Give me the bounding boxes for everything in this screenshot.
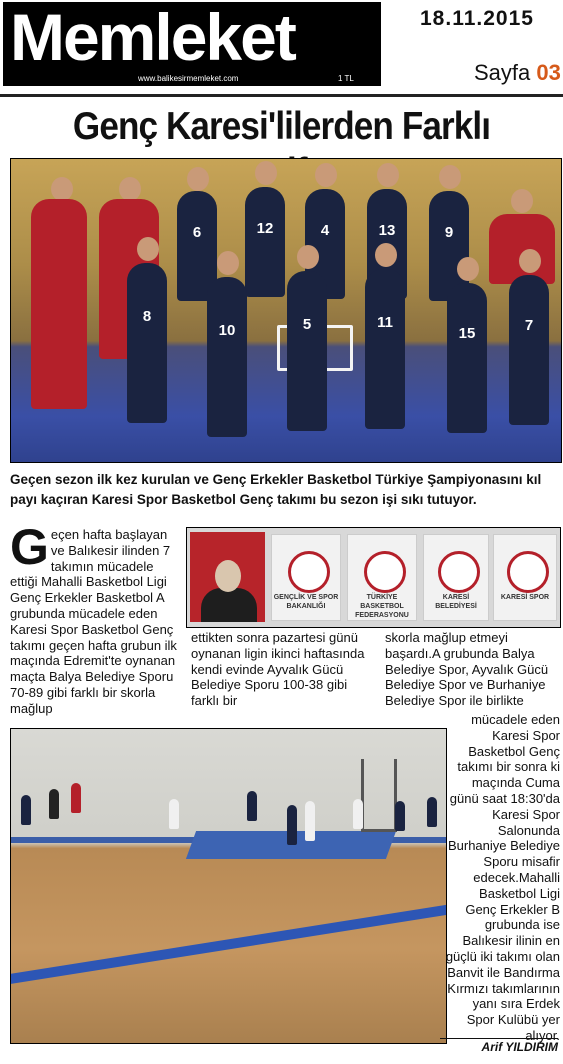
page-number: 03 (536, 60, 561, 85)
panel-label: KARESİ BELEDİYESİ (435, 594, 477, 610)
newspaper-logo[interactable]: Memleket (10, 0, 295, 74)
portrait-head (215, 560, 241, 592)
ministry-logo-icon (288, 551, 330, 593)
player-figure (247, 791, 257, 821)
staff-coach (31, 199, 87, 409)
jersey-number: 9 (444, 224, 454, 241)
jersey-number: 7 (524, 317, 534, 334)
player-figure (169, 799, 179, 829)
player-jersey (509, 275, 549, 425)
player-figure (287, 805, 297, 845)
price-tag: 1 TL (338, 74, 354, 83)
staff-head (51, 177, 73, 201)
jersey-number: 11 (377, 313, 393, 331)
player-head (519, 249, 541, 273)
article-column-2: ettikten sonra pazartesi günü oynanan ligin ikinci haftasında kendi evinde Ayvalık Gücü Belediye Sporu 100-38 gibi farklı bir (191, 630, 365, 709)
article-column-1 (10, 519, 182, 717)
player-figure (305, 801, 315, 841)
player-figure (71, 783, 81, 813)
player-figure (395, 801, 405, 831)
jersey-number: 10 (218, 321, 236, 339)
drop-cap: G (10, 519, 49, 575)
page-label (474, 60, 561, 86)
player-jersey (287, 271, 327, 431)
article-column-3: skorla mağlup etmeyi başardı.A grubunda Balya Belediye Spor, Ayvalık Gücü Belediye Spor ve Burhaniye Belediye Spor ile birlikte (385, 630, 549, 709)
municipality-logo-icon (438, 551, 480, 593)
player-jersey (207, 277, 247, 437)
player-jersey (365, 269, 405, 429)
article-headline: Genç Karesi'lilerden Farklı (72, 105, 491, 148)
banner-panel (347, 534, 417, 621)
banner-panel (423, 534, 489, 621)
jersey-number: 5 (302, 315, 312, 333)
player-head (439, 165, 461, 189)
photo-caption: Geçen sezon ilk kez kurulan ve Genç Erkekler Basketbol Türkiye Şampiyonasını kıl payı kaçıran Karesi Spor Basketbol Genç takımı bu sezon işi sıkı tutuyor. (10, 472, 542, 507)
player-figure (21, 795, 31, 825)
jersey-number: 13 (378, 222, 396, 239)
staff-head (511, 189, 533, 213)
byline: Arif YILDIRIM (440, 1038, 558, 1055)
panel-label: KARESİ SPOR (500, 594, 550, 601)
site-url: www.balikesirmemleket.com (138, 74, 239, 83)
panel-label: GENÇLİK VE SPOR BAKANLIĞI (273, 594, 339, 610)
jersey-number: 15 (458, 325, 476, 342)
staff-head (119, 177, 141, 201)
player-figure (427, 797, 437, 827)
player-head (297, 245, 319, 269)
federation-logo-icon (364, 551, 406, 593)
page-word: Sayfa (474, 60, 531, 85)
player-jersey (447, 283, 487, 433)
player-figure (353, 799, 363, 829)
player-head (315, 163, 337, 187)
club-logo-icon (507, 551, 549, 593)
player-head (377, 163, 399, 187)
column-1-text: eçen hafta başlayan ve Balıkesir ilinden 7 takımın mücadele ettiği Mahalli Basketbol Ligi Genç Erkekler Basketbol A grubunda mücadele eden Karesi Spor Basketbol Genç takımı geçen hafta grubun ilk maçında Edremit'te oynanan maçta Balya Belediye Sporu 70-89 gibi farklı bir skorla mağlup (10, 527, 177, 716)
player-jersey (245, 187, 285, 297)
team-photo (10, 158, 562, 463)
jersey-number: 4 (320, 222, 330, 239)
player-head (375, 243, 397, 267)
jersey-number: 8 (142, 307, 152, 325)
jersey-number: 6 (192, 224, 202, 241)
player-head (137, 237, 159, 261)
player-jersey (127, 263, 167, 423)
court-boundary (10, 896, 447, 987)
player-head (255, 161, 277, 185)
panel-label: TÜRKİYE BASKETBOL FEDERASYONU (355, 594, 409, 619)
banner-panel (493, 534, 557, 621)
jersey-number: 12 (256, 220, 274, 237)
staff-trainer (489, 214, 555, 284)
player-head (217, 251, 239, 275)
banner-photo (186, 527, 561, 628)
banner-panel (271, 534, 341, 621)
portrait-figure (201, 588, 257, 622)
player-head (187, 167, 209, 191)
issue-date: 18.11.2015 (420, 7, 534, 30)
article-column-3-continued: mücadele eden Karesi Spor Basketbol Genç takımı bir sonra ki maçında Cuma günü saat 18:30'da Karesi Spor Salonunda Burhaniye Belediye Sporu misafir edecek.Mahalli Basketbol Ligi Genç Erkekler B grubunda ise Balıkesir ilinin en güçlü iki takımı olan Banvit ile Bandırma Kırmızı takımlarının yanı sıra Erdek Spor Kulübü yer alıyor. (445, 712, 560, 1043)
player-head (457, 257, 479, 281)
header-rule (0, 94, 563, 97)
hoop-stand (361, 759, 397, 832)
game-photo (10, 728, 447, 1044)
referee-figure (49, 789, 59, 819)
